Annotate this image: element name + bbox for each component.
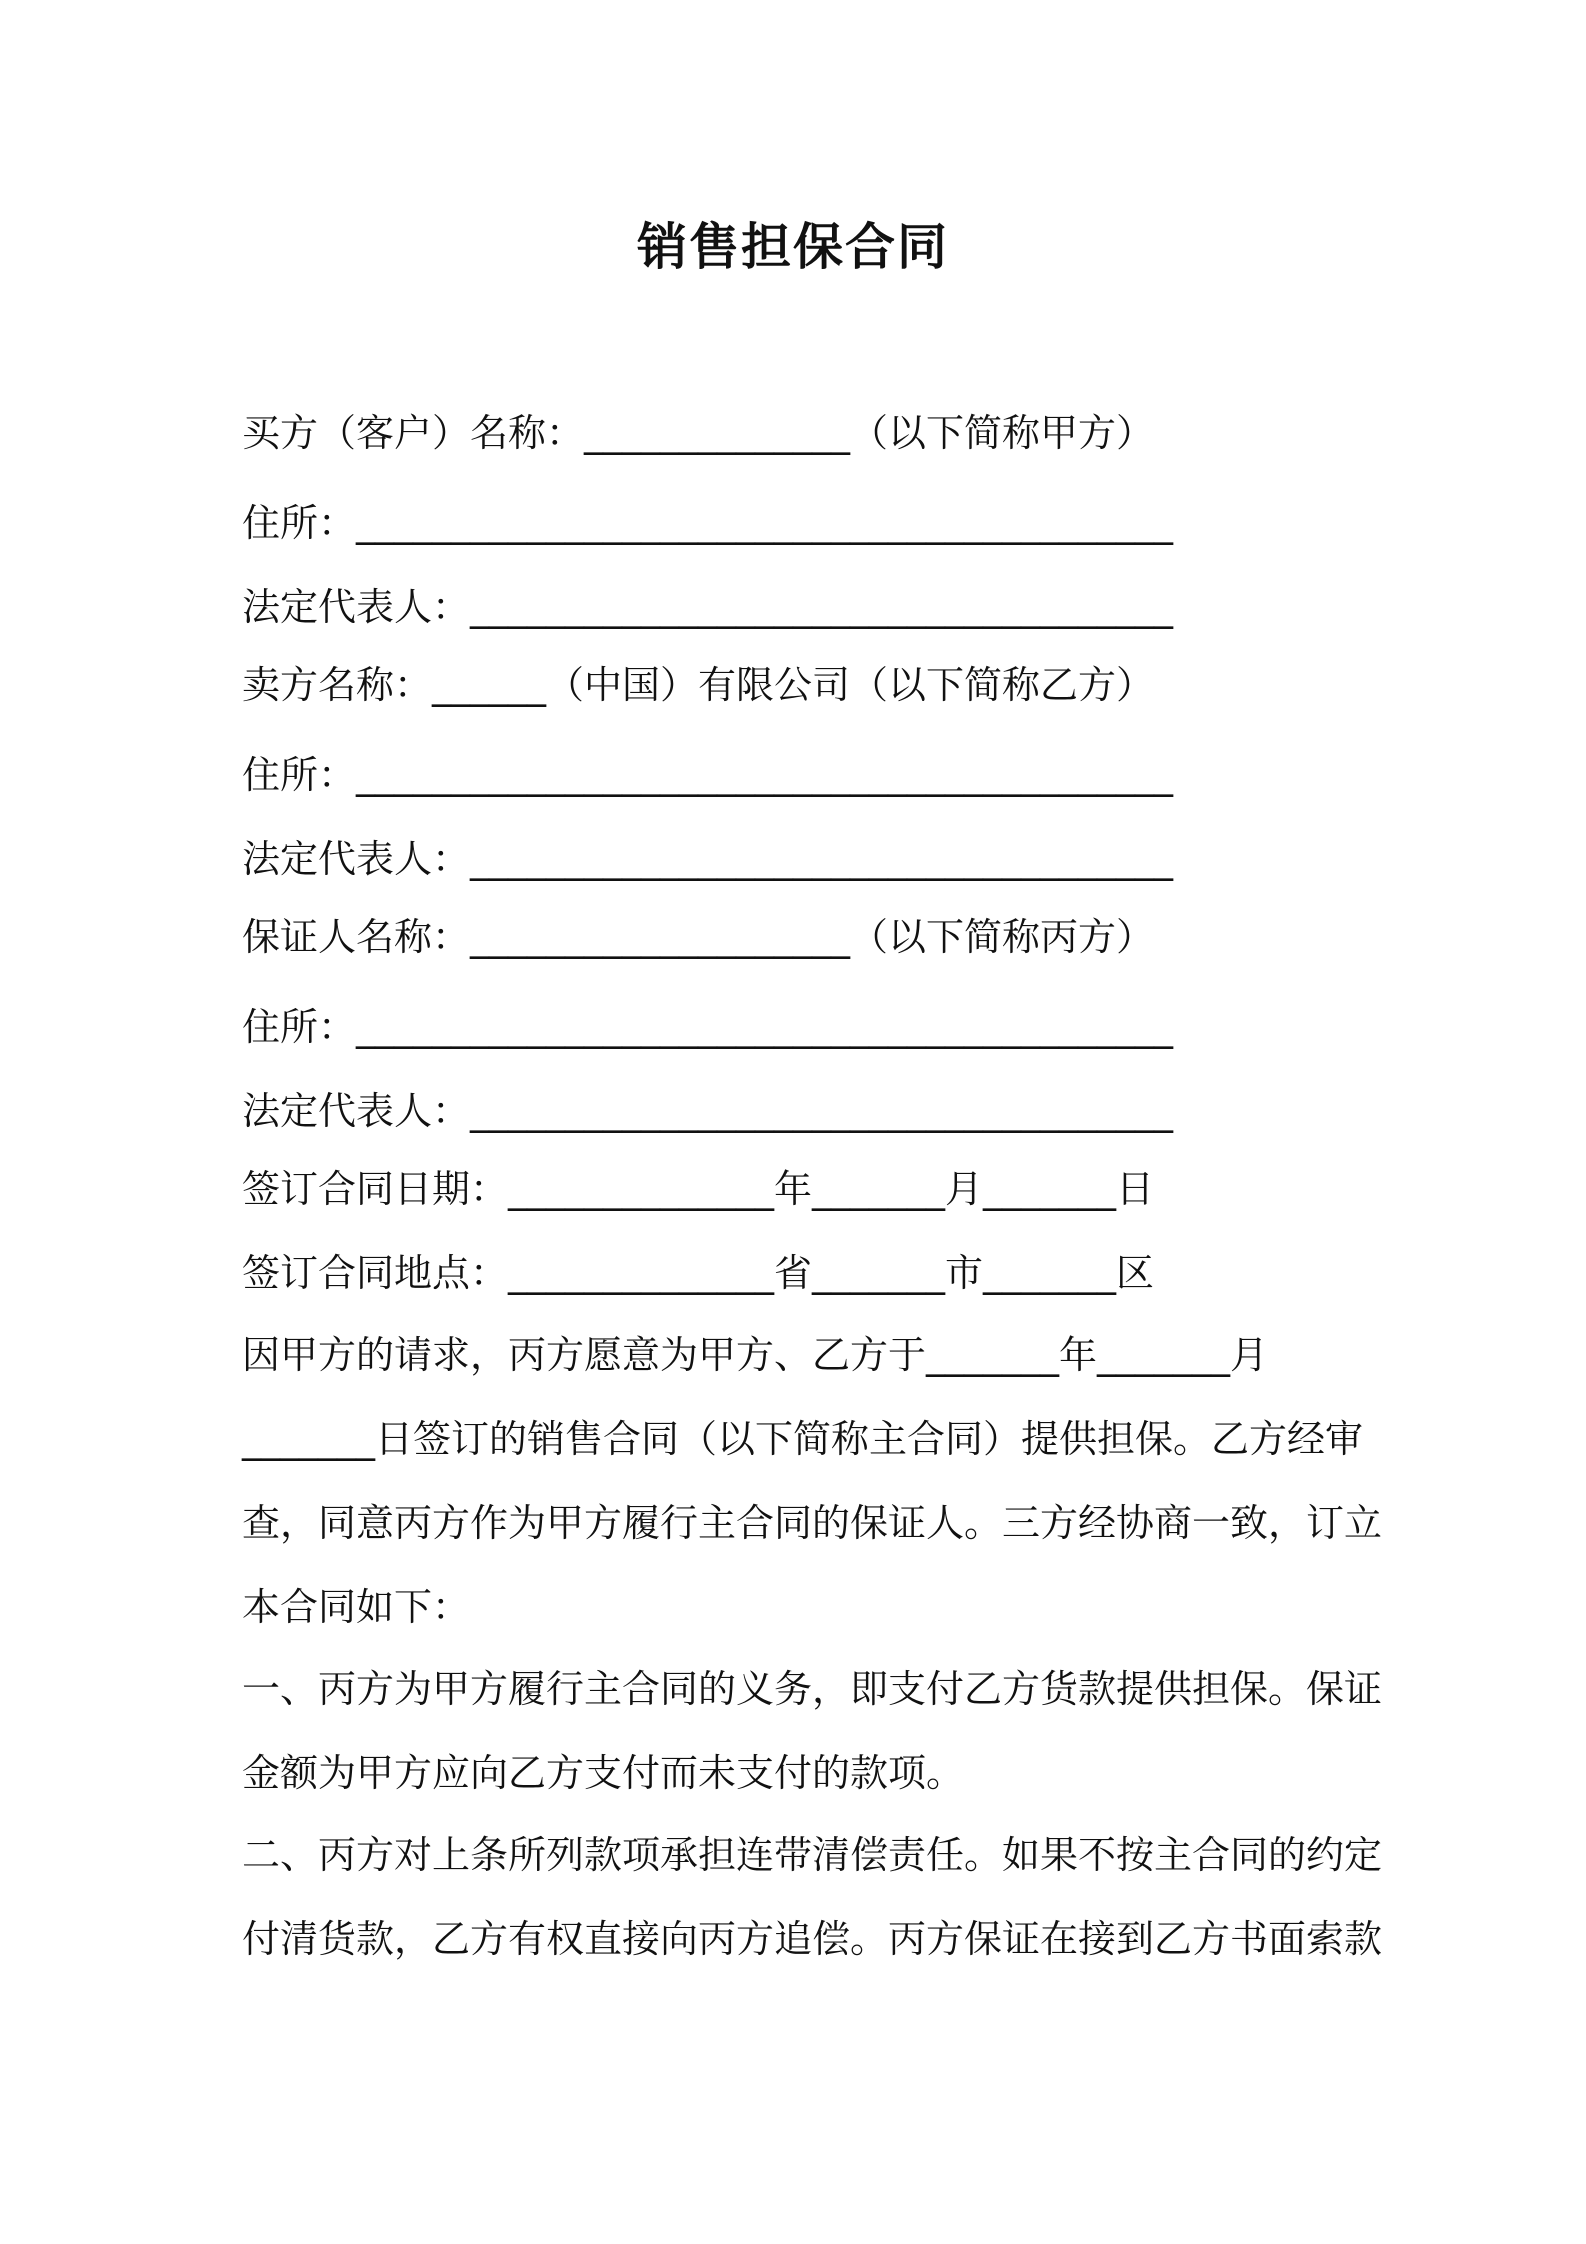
seller-name-line: 卖方名称：______（中国）有限公司（以下简称乙方） (242, 663, 1155, 707)
clause-line: 二、丙方对上条所列款项承担连带清偿责任。如果不按主合同的约定 (242, 1833, 1383, 1877)
seller-address-line: 住所：___________________________________________ (242, 753, 1174, 797)
buyer-representative-line: 法定代表人：_____________________________________ (242, 585, 1174, 629)
buyer-name-line: 买方（客户）名称：______________（以下简称甲方） (242, 411, 1155, 455)
guarantor-representative-line: 法定代表人：_____________________________________ (242, 1089, 1174, 1133)
clause-line: 金额为甲方应向乙方支付而未支付的款项。 (242, 1751, 965, 1795)
intro-line: _______日签订的销售合同（以下简称主合同）提供担保。乙方经审 (242, 1417, 1364, 1461)
guarantor-name-line: 保证人名称：____________________（以下简称丙方） (242, 915, 1155, 959)
document-title: 销售担保合同 (637, 218, 949, 276)
sign-date-line: 签订合同日期：______________年_______月_______日 (242, 1167, 1155, 1211)
sign-place-line: 签订合同地点：______________省_______市_______区 (242, 1251, 1155, 1295)
intro-line: 本合同如下： (242, 1585, 471, 1629)
seller-representative-line: 法定代表人：_____________________________________ (242, 837, 1174, 881)
clause-line: 付清货款，乙方有权直接向丙方追偿。丙方保证在接到乙方书面索款 (242, 1917, 1383, 1961)
intro-line: 因甲方的请求，丙方愿意为甲方、乙方于_______年_______月 (242, 1333, 1269, 1377)
buyer-address-line: 住所：___________________________________________ (242, 501, 1174, 545)
intro-line: 查，同意丙方作为甲方履行主合同的保证人。三方经协商一致，订立 (242, 1501, 1383, 1545)
guarantor-address-line: 住所：___________________________________________ (242, 1005, 1174, 1049)
clause-line: 一、丙方为甲方履行主合同的义务，即支付乙方货款提供担保。保证 (242, 1667, 1383, 1711)
